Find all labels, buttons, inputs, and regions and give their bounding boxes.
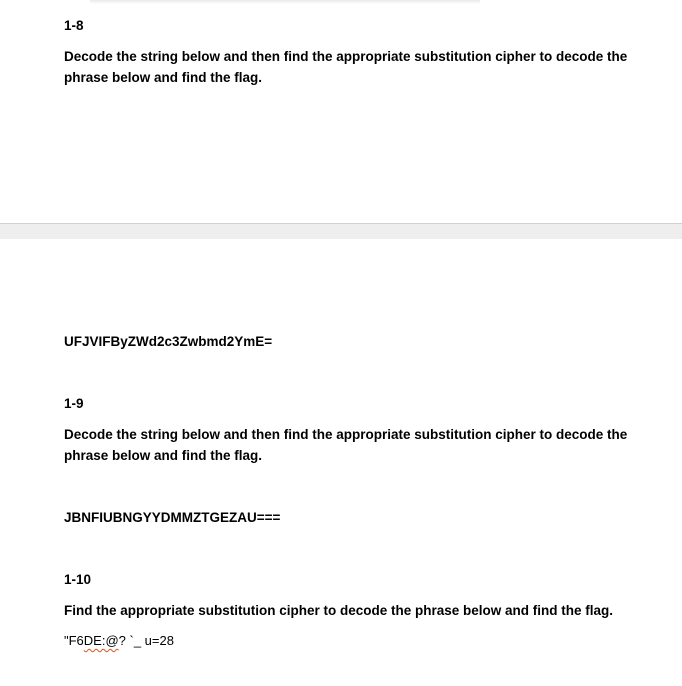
- section-1-9-heading: 1-9: [64, 396, 84, 411]
- cipher-text-spellcheck-flagged[interactable]: DE:@: [83, 633, 119, 648]
- section-1-9-encoded-string: JBNFIUBNGYYDMMZTGEZAU===: [64, 510, 281, 525]
- section-1-9-instructions: Decode the string below and then find the appropriate substitution cipher to decode the phrase below and find the flag.: [64, 427, 628, 463]
- page-break-gap: [0, 223, 682, 240]
- section-1-8-heading: 1-8: [64, 18, 84, 33]
- document-page-2: [0, 239, 682, 686]
- section-1-8-instructions: Decode the string below and then find the appropriate substitution cipher to decode the phrase below and find the flag.: [64, 49, 628, 85]
- page-top-shadow: [90, 0, 480, 4]
- cipher-text-prefix: "F6: [64, 633, 84, 648]
- section-1-10-instructions: Find the appropriate substitution cipher to decode the phrase below and find the flag.: [64, 603, 614, 618]
- section-1-10-heading: 1-10: [64, 572, 92, 587]
- document-page-1: [0, 0, 682, 223]
- section-1-8-encoded-string: UFJVIFByZWd2c3Zwbmd2YmE=: [64, 334, 273, 349]
- cipher-text-suffix: ? `_ u=28: [118, 633, 174, 648]
- section-1-10-cipher-text: [64, 630, 174, 651]
